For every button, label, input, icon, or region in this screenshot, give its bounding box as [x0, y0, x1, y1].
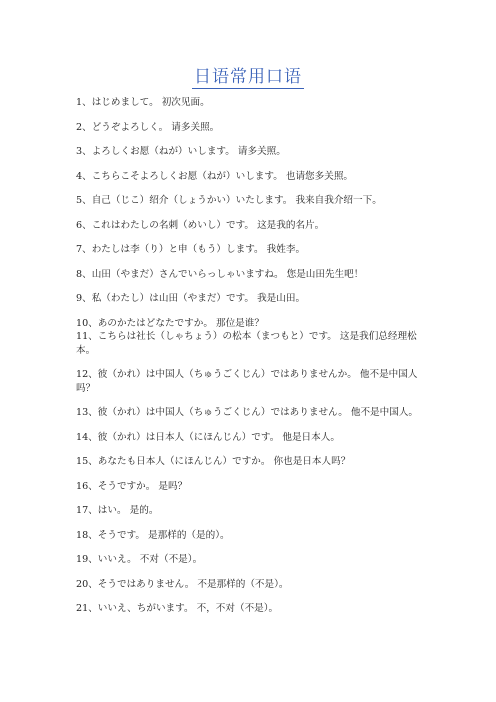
phrase-line: 3、よろしくお愿（ねが）いします。 请多关照。 — [76, 146, 286, 157]
phrase-line: 16、そうですか。 是吗？ — [76, 480, 188, 492]
phrase-line: 19、いいえ。 不对（不是）。 — [76, 554, 203, 565]
phrase-line: 20、そうではありません。 不是那样的（不是）。 — [76, 578, 289, 590]
phrase-line: 1、はじめまして。 初次见面。 — [76, 97, 210, 108]
phrase-line: 13、彼（かれ）は中国人（ちゅうごくじん）ではありません。 他不是中国人。 — [76, 407, 419, 418]
phrase-line: 4、こちらこそよろしくお愿（ねが）いします。 也请您多关照。 — [76, 170, 354, 182]
phrase-line: 17、はい。 是的。 — [76, 505, 159, 516]
phrase-line: 12、彼（かれ）は中国人（ちゅうごくじん）ではありませんか。 他不是中国人吗？ — [76, 369, 418, 394]
phrase-line: 11、こちらは社长（しゃちょう）の松本（まつもと）です。 这是我们总经理松本。 — [76, 331, 417, 356]
phrase-line: 5、自己（じこ）绍介（しょうかい）いたします。 我来自我介绍一下。 — [76, 195, 382, 206]
phrase-line: 7、わたしは李（り）と申（もう）します。 我姓李。 — [76, 244, 306, 255]
phrase-line: 8、山田（やまだ）さんでいらっしゃいますね。 您是山田先生吧！ — [76, 268, 364, 280]
phrase-list — [76, 96, 426, 616]
phrase-line: 10、あのかたはどなたですか。 那位是谁？ — [76, 317, 264, 329]
phrase-line: 18、そうです。 是那样的（是的）。 — [76, 529, 230, 541]
phrase-line: 9、私（わたし）は山田（やまだ）です。 我是山田。 — [76, 293, 306, 304]
phrase-line: 6、これはわたしの名刺（めいし）です。 这是我的名片。 — [76, 219, 325, 231]
phrase-line: 14、彼（かれ）は日本人（にほんじん）です。 他是日本人。 — [76, 431, 340, 443]
phrase-line: 2、どうぞよろしく。 请多关照。 — [76, 121, 220, 133]
document-title: 日语常用口语 — [192, 62, 304, 89]
phrase-line: 21、いいえ、ちがいます。 不，不对（不是）。 — [76, 603, 279, 614]
document-title-wrap — [0, 62, 496, 89]
phrase-line: 15、あなたも日本人（にほんじん）ですか。 你也是日本人吗？ — [76, 456, 351, 467]
